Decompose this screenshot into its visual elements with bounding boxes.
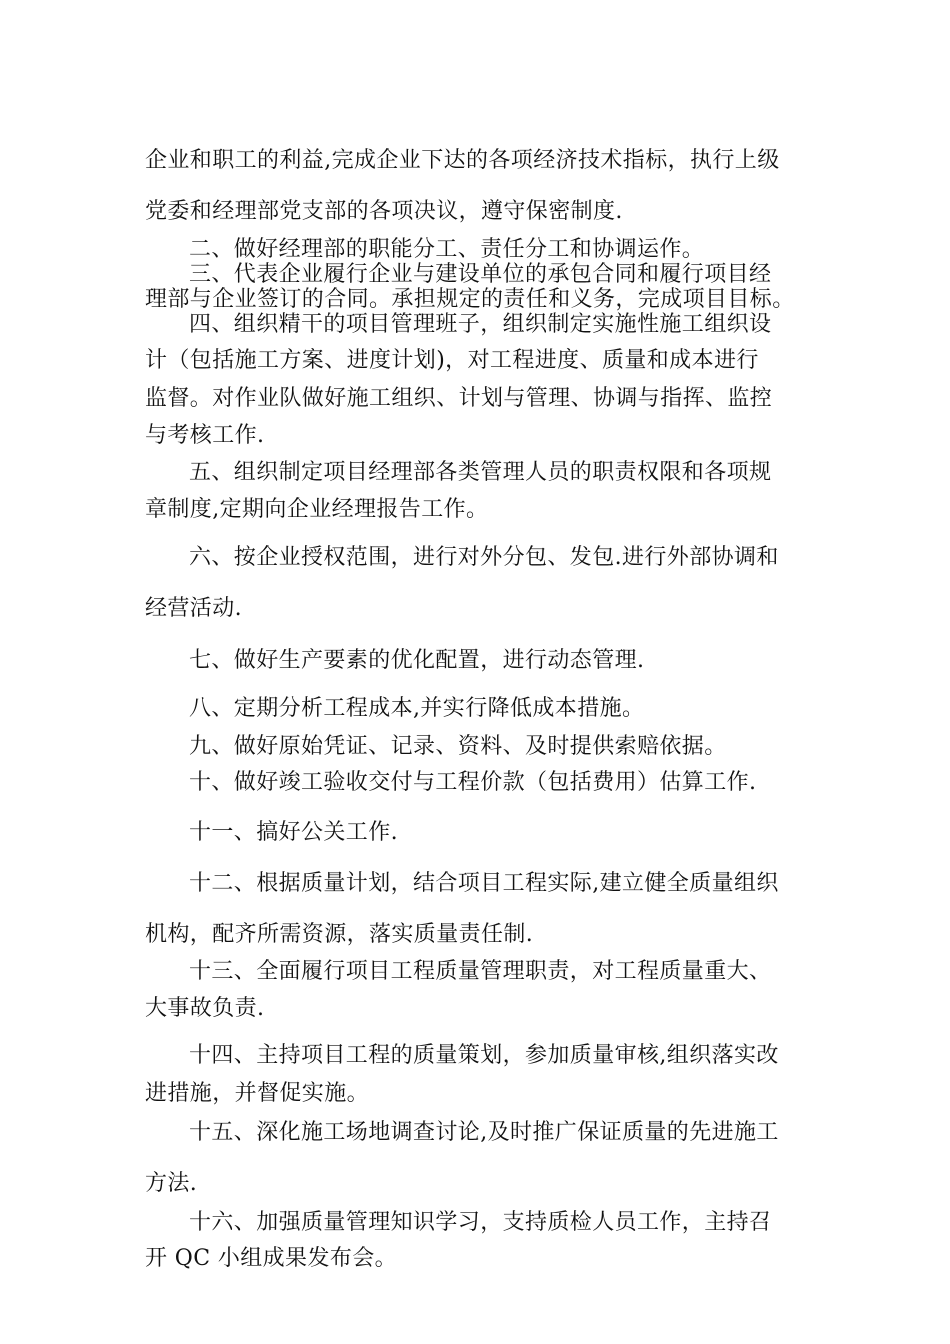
text-line: 十二、根据质量计划，结合项目工程实际,建立健全质量组织 [189,871,779,896]
text-line: 十六、加强质量管理知识学习，支持质检人员工作，主持召 [189,1210,772,1235]
text-line: 十三、全面履行项目工程质量管理职责，对工程质量重大、 [189,959,772,984]
text-line: 章制度,定期向企业经理报告工作。 [145,497,489,522]
text-line: 七、做好生产要素的优化配置，进行动态管理. [189,648,645,673]
text-line: 理部与企业签订的合同。承担规定的责任和义务，完成项目目标。 [145,287,795,312]
text-line: 六、按企业授权范围，进行对外分包、发包.进行外部协调和 [189,545,779,570]
text-line: 十五、深化施工场地调查讨论,及时推广保证质量的先进施工 [189,1120,779,1145]
text-line: 十一、搞好公关工作. [189,820,398,845]
text-line: 二、做好经理部的职能分工、责任分工和协调运作。 [189,237,705,262]
text-line: 进措施，并督促实施。 [145,1081,370,1106]
text-line: 监督。对作业队做好施工组织、计划与管理、协调与指挥、监控 [145,386,773,411]
text-line: 开 QC 小组成果发布会。 [145,1246,398,1271]
text-line: 三、代表企业履行企业与建设单位的承包合同和履行项目经 [189,262,772,287]
text-line: 方法. [145,1171,198,1196]
text-line: 十四、主持项目工程的质量策划，参加质量审核,组织落实改 [189,1043,779,1068]
text-line: 九、做好原始凭证、记录、资料、及时提供索赔依据。 [189,734,727,759]
text-line: 企业和职工的利益,完成企业下达的各项经济技术指标，执行上级 [145,148,780,173]
text-line: 机构，配齐所需资源，落实质量责任制. [145,922,534,947]
text-line: 计（包括施工方案、进度计划)，对工程进度、质量和成本进行 [145,348,759,373]
text-line: 与考核工作. [145,423,265,448]
text-line: 党委和经理部党支部的各项决议，遵守保密制度. [145,199,623,224]
text-line: 四、组织精干的项目管理班子，组织制定实施性施工组织设 [189,312,772,337]
text-line: 大事故负责. [145,996,265,1021]
text-line: 八、定期分析工程成本,并实行降低成本措施。 [189,696,645,721]
text-line: 十、做好竣工验收交付与工程价款（包括费用）估算工作. [189,770,757,795]
text-line: 五、组织制定项目经理部各类管理人员的职责权限和各项规 [189,460,772,485]
text-line: 经营活动. [145,596,242,621]
